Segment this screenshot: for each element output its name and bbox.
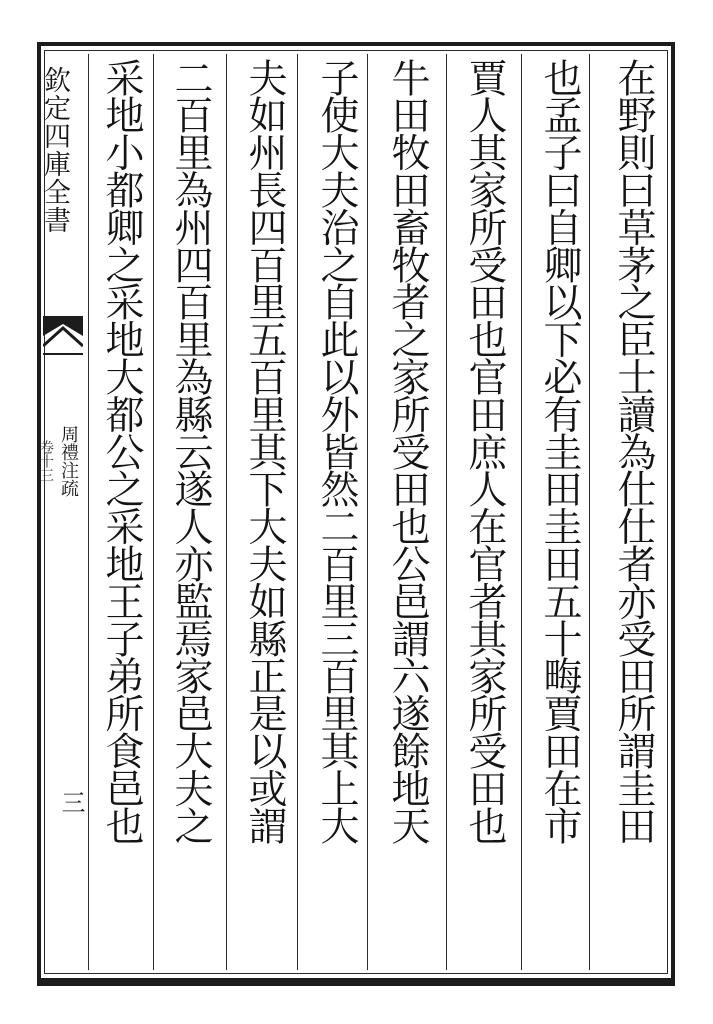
text-column-6: 夫如州長四百里五百里其下大夫如縣正是以或謂: [242, 58, 287, 844]
column-rule: [446, 54, 447, 970]
bottom-border: [37, 978, 675, 986]
column-rule: [297, 54, 298, 970]
text-column-2: 也孟子曰自卿以下必有圭田圭田五十畮賈田在市: [537, 58, 582, 844]
column-rule: [367, 54, 368, 970]
column-rule: [589, 54, 590, 970]
text-column-3: 賈人其家所受田也官田庶人在官者其家所受田也: [462, 58, 507, 844]
text-column-4: 牛田牧田畜牧者之家所受田也公邑謂六遂餘地天: [385, 58, 430, 844]
collection-title: 欽定四庫全書: [39, 66, 70, 234]
fish-tail-ornament: [43, 316, 83, 370]
column-rule: [88, 54, 89, 970]
volume-label: 卷十三: [38, 440, 54, 482]
book-title: 周禮注疏: [58, 425, 79, 497]
text-column-8: 采地小都卿之采地大都公之采地王子弟所食邑也: [99, 58, 144, 844]
page-number: 三: [57, 790, 85, 814]
column-rule: [226, 54, 227, 970]
text-column-1: 在野則曰草茅之臣士讀為仕仕者亦受田所謂圭田: [611, 58, 656, 844]
text-column-5: 子使大夫治之自此以外皆然二百里三百里其上大: [314, 58, 359, 844]
column-rule: [521, 54, 522, 970]
text-column-7: 二百里為州四百里為縣云遂人亦監焉家邑大夫之: [168, 58, 213, 844]
column-rule: [153, 54, 154, 970]
